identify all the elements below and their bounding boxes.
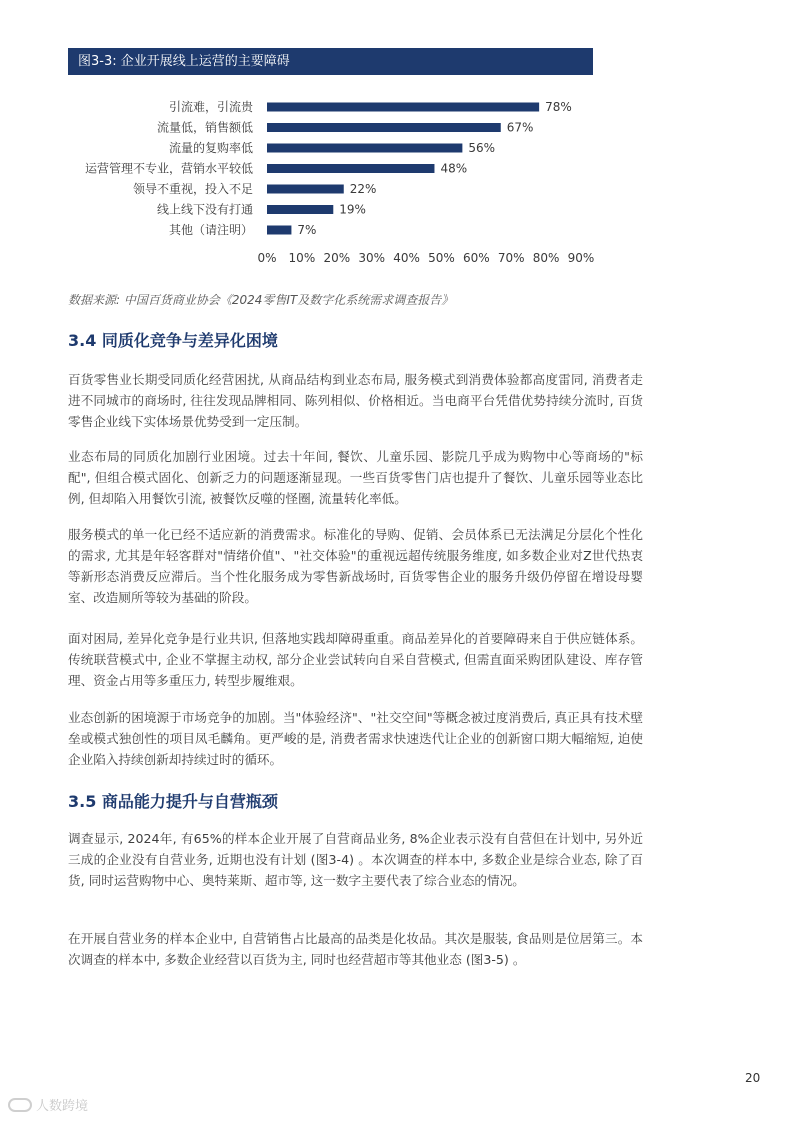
section-heading-3-4: 3.4 同质化竞争与差异化困境 [68, 331, 278, 350]
value-label: 19% [339, 202, 366, 217]
category-label: 流量的复购率低 [168, 141, 253, 155]
bar [267, 164, 434, 173]
value-label: 7% [297, 223, 317, 237]
watermark-text: 人数跨境 [36, 1099, 89, 1114]
paragraph: 业态创新的困境源于市场竞争的加剧。当"体验经济"、"社交空间"等概念被过度消费后, 真正具有技术壁垒或模式独创性的项目凤毛麟角。更严峻的是, 消费者需求快速迭代让企业的创新窗口期大幅缩短, 迫使企业陷入持续创新却持续过时的循环。 [68, 710, 643, 767]
x-tick-label: 60% [462, 251, 490, 265]
category-label: 其他（请注明） [168, 223, 253, 237]
x-tick-label: 30% [358, 251, 386, 265]
section-heading-3-5: 3.5 商品能力提升与自营瓶颈 [68, 792, 278, 811]
value-label: 56% [468, 141, 496, 155]
data-source: 数据来源: 中国百货商业协会《2024零售IT及数字化系统需求调查报告》 [68, 293, 454, 307]
x-tick-label: 0% [257, 251, 277, 265]
category-label: 引流难，引流贵 [168, 100, 253, 114]
bar [267, 226, 291, 235]
paragraph: 调查显示, 2024年, 有65%的样本企业开展了自营商品业务, 8%企业表示没有自营但在计划中, 另外近三成的企业没有自营业务, 近期也没有计划 (图3-4) 。本次调查的样本中, 多数企业是综合业态, 除了百货, 同时运营购物中心、奥特莱斯、超市等, 这一数字主要代表了综合业态的情况。 [68, 831, 643, 888]
bar [267, 205, 333, 214]
page-number: 20 [745, 1071, 761, 1085]
paragraph: 百货零售业长期受同质化经营困扰, 从商品结构到业态布局, 服务模式到消费体验都高度雷同, 消费者走进不同城市的商场时, 往往发现品牌相同、陈列相似、价格相近。当电商平台凭借优势持续分流时, 百货零售企业线下实体场景优势受到一定压制。 [68, 372, 643, 429]
bar-chart [0, 90, 793, 280]
x-tick-label: 40% [393, 251, 420, 265]
paragraph: 在开展自营业务的样本企业中, 自营销售占比最高的品类是化妆品。其次是服装, 食品则是位居第三。本次调查的样本中, 多数企业经营以百货为主, 同时也经营超市等其他业态 (图3-5) 。 [68, 931, 643, 967]
bar [267, 123, 501, 132]
category-label: 领导不重视，投入不足 [132, 182, 253, 196]
bar [267, 103, 539, 112]
x-tick-label: 20% [323, 251, 351, 265]
paragraph: 业态布局的同质化加剧行业困境。过去十年间, 餐饮、儿童乐园、影院几乎成为购物中心等商场的"标配", 但组合模式固化、创新乏力的问题逐渐显现。一些百货零售门店也提升了餐饮、儿童乐园等业态比例, 但却陷入用餐饮引流, 被餐饮反噬的怪圈, 流量转化率低。 [68, 449, 643, 506]
x-tick-label: 50% [428, 251, 455, 265]
bar [267, 144, 462, 153]
category-label: 流量低，销售额低 [156, 120, 253, 135]
category-label: 运营管理不专业，营销水平较低 [84, 161, 253, 176]
figure-title: 图3-3: 企业开展线上运营的主要障碍 [68, 48, 593, 75]
x-tick-label: 10% [288, 251, 316, 265]
value-label: 67% [506, 120, 534, 135]
category-label: 线上线下没有打通 [156, 202, 253, 217]
x-tick-label: 70% [497, 251, 525, 265]
bar [267, 185, 344, 194]
value-label: 48% [440, 161, 468, 176]
x-tick-label: 90% [567, 251, 595, 265]
paragraph: 面对困局, 差异化竞争是行业共识, 但落地实践却障碍重重。商品差异化的首要障碍来自于供应链体系。传统联营模式中, 企业不掌握主动权, 部分企业尝试转向自采自营模式, 但需直面采购团队建设、库存管理、资金占用等多重压力, 转型步履维艰。 [68, 631, 643, 688]
watermark-logo-icon [8, 1098, 32, 1112]
value-label: 78% [545, 100, 572, 114]
x-tick-label: 80% [532, 251, 560, 265]
value-label: 22% [349, 182, 377, 196]
paragraph: 服务模式的单一化已经不适应新的消费需求。标准化的导购、促销、会员体系已无法满足分层化个性化的需求, 尤其是年轻客群对"情绪价值"、"社交体验"的重视远超传统服务维度, 如多数企业对Z世代热衷等新形态消费反应滞后。当个性化服务成为零售新战场时, 百货零售企业的服务升级仍停留在增设母婴室、改造厕所等较为基础的阶段。 [68, 527, 643, 605]
watermark [8, 1095, 88, 1114]
